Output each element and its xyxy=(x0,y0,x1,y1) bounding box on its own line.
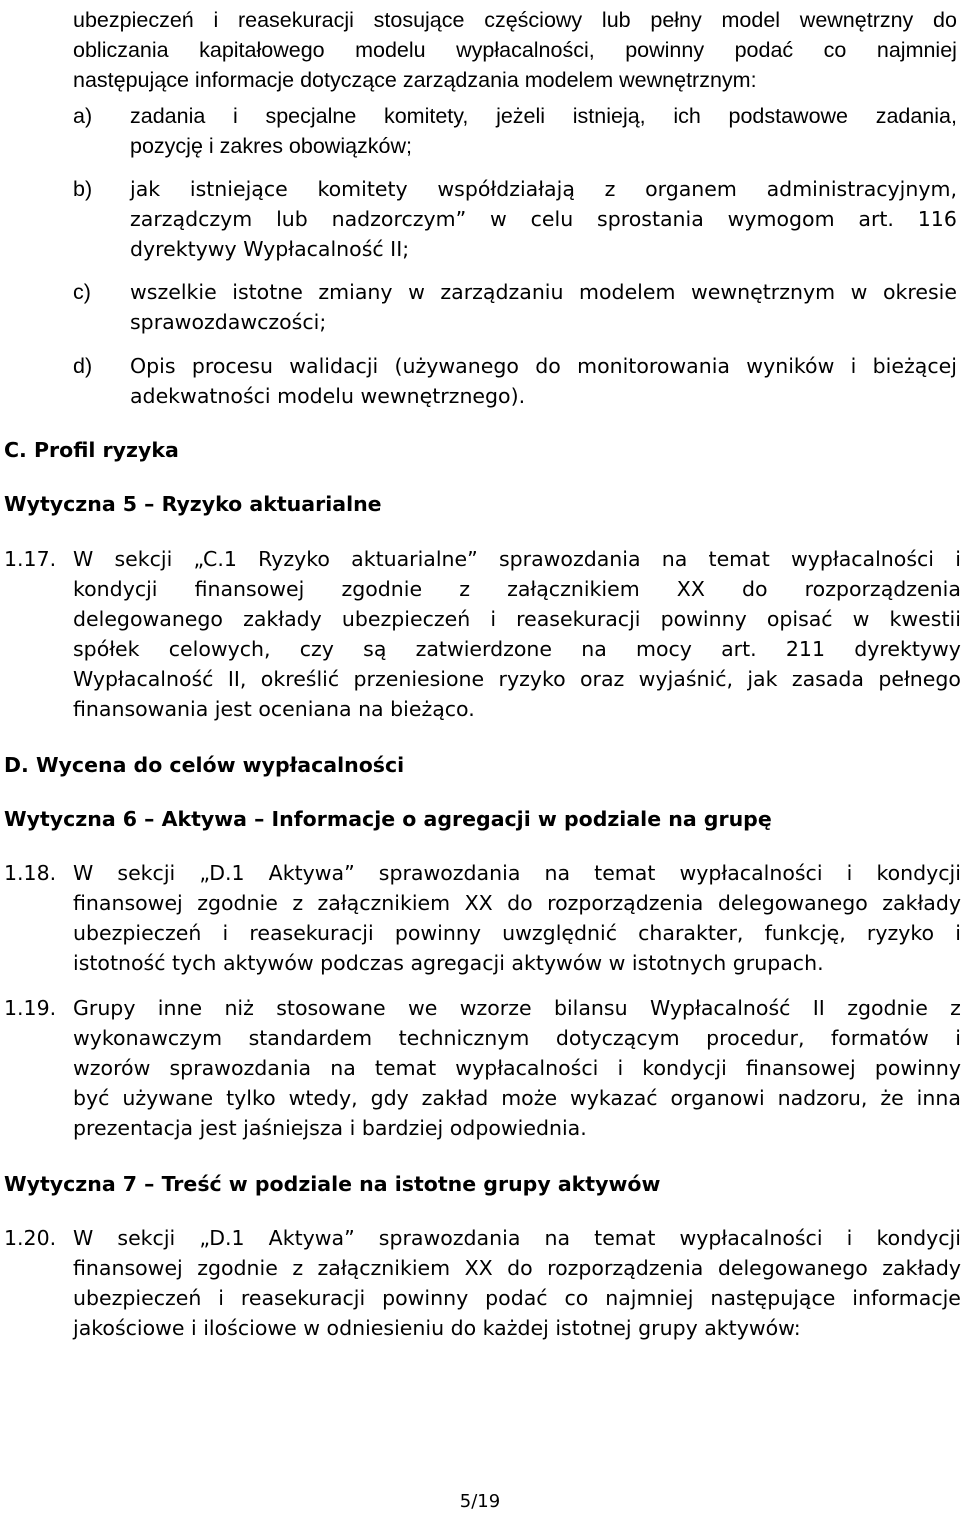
word: i xyxy=(490,607,497,631)
word: załącznikiem xyxy=(507,577,640,601)
word: „D.1 xyxy=(199,1226,245,1250)
guideline-heading-6: Wytyczna 6 – Aktywa – Informacje o agregacji w podziale na grupę xyxy=(4,807,772,831)
word: sprawozdania xyxy=(498,547,641,571)
word: kondycji xyxy=(73,577,158,601)
word: spółek xyxy=(73,637,140,661)
word: wewnętrznym xyxy=(691,280,836,304)
text-line xyxy=(73,35,957,65)
word: co xyxy=(823,38,847,62)
word: formatów xyxy=(831,1026,929,1050)
word: podać xyxy=(485,1286,548,1310)
word: do xyxy=(535,354,561,378)
word: może xyxy=(501,1086,558,1110)
guideline-heading-7: Wytyczna 7 – Treść w podziale na istotne grupy aktywów xyxy=(4,1172,661,1196)
word: kondycji xyxy=(642,1056,727,1080)
text-line: pozycję i zakres obowiązków; xyxy=(130,134,413,158)
section-heading-c: C. Profil ryzyka xyxy=(4,438,179,462)
word: zgodnie xyxy=(197,1256,278,1280)
word: sprostania xyxy=(597,207,704,231)
word: na xyxy=(581,637,607,661)
word: pełnego xyxy=(878,667,961,691)
word: inna xyxy=(916,1086,961,1110)
word: określić xyxy=(260,667,340,691)
word: wymogom xyxy=(727,207,835,231)
word: zatwierdzone xyxy=(415,637,553,661)
word: ubezpieczeń xyxy=(73,1286,202,1310)
word: wyjaśnić, xyxy=(638,667,733,691)
word: bieżącej xyxy=(872,354,957,378)
word: zarządczym xyxy=(130,207,253,231)
word: ryzyko xyxy=(866,921,935,945)
guideline-heading-5: Wytyczna 5 – Ryzyko aktuarialne xyxy=(4,492,382,516)
word: Wypłacalność xyxy=(73,667,214,691)
word: Grupy xyxy=(73,996,136,1020)
word: częściowy xyxy=(484,8,583,32)
word: załącznikiem xyxy=(317,1256,451,1280)
word: Aktywa” xyxy=(268,1226,355,1250)
word: finansowej xyxy=(745,1056,856,1080)
word: standardem xyxy=(248,1026,373,1050)
word: wyników xyxy=(746,354,835,378)
text-line xyxy=(73,664,961,694)
word: lub xyxy=(601,8,631,32)
word: z xyxy=(950,996,961,1020)
word: i xyxy=(955,547,961,571)
word: dyrektywy xyxy=(854,637,961,661)
text-line xyxy=(73,1223,961,1253)
word: celowych, xyxy=(168,637,271,661)
word: zmiany xyxy=(318,280,393,304)
word: powinny xyxy=(874,1056,961,1080)
word: XX xyxy=(464,891,493,915)
word: XX xyxy=(464,1256,493,1280)
word: wypłacalności xyxy=(679,861,823,885)
word: powinny xyxy=(660,607,747,631)
word: i xyxy=(617,1056,624,1080)
word: specjalne xyxy=(265,104,357,128)
word: technicznym xyxy=(398,1026,530,1050)
text-line xyxy=(73,1083,961,1113)
word: we xyxy=(408,996,438,1020)
word: „C.1 xyxy=(193,547,237,571)
word: ich xyxy=(673,104,701,128)
word: finansowej xyxy=(73,1256,183,1280)
word: model xyxy=(721,8,781,32)
word: że xyxy=(880,1086,904,1110)
word: powinny xyxy=(625,38,705,62)
word: niż xyxy=(224,996,254,1020)
word: co xyxy=(564,1286,589,1310)
word: i xyxy=(955,921,961,945)
word: i xyxy=(218,1286,224,1310)
word: jak xyxy=(130,177,161,201)
word: i xyxy=(213,8,219,32)
word: zadania, xyxy=(875,104,957,128)
text-line xyxy=(130,101,957,131)
text-line xyxy=(73,1023,961,1053)
section-heading-d: D. Wycena do celów wypłacalności xyxy=(4,753,405,777)
word: art. xyxy=(721,637,757,661)
word: używane xyxy=(122,1086,214,1110)
word: charakter, xyxy=(638,921,744,945)
word: zakłady xyxy=(882,891,961,915)
word: powinny xyxy=(394,921,481,945)
word: walidacji xyxy=(289,354,379,378)
list-marker: d) xyxy=(73,354,93,378)
word: kapitałowego xyxy=(199,38,325,62)
word: sekcji xyxy=(117,1226,176,1250)
word: w xyxy=(852,607,870,631)
word: procesu xyxy=(191,354,273,378)
word: pełny xyxy=(650,8,702,32)
word: i xyxy=(846,1226,853,1250)
word: na xyxy=(544,1226,571,1250)
word: reasekuracji xyxy=(249,921,374,945)
paragraph-number: 1.18. xyxy=(4,861,57,885)
word: istotne xyxy=(232,280,303,304)
word: finansowej xyxy=(194,577,305,601)
word: w xyxy=(490,207,507,231)
word: celu xyxy=(530,207,574,231)
text-line xyxy=(73,1253,961,1283)
word: istniejące xyxy=(189,177,288,201)
word: z xyxy=(604,177,616,201)
word: temat xyxy=(594,1226,656,1250)
word: przeniesione xyxy=(353,667,485,691)
word: II xyxy=(812,996,825,1020)
text-line xyxy=(130,204,957,234)
word: wykonawczym xyxy=(73,1026,223,1050)
word: czy xyxy=(299,637,334,661)
word: załącznikiem xyxy=(317,891,451,915)
word: zarządzaniu xyxy=(440,280,564,304)
word: podać xyxy=(734,38,794,62)
word: do xyxy=(933,8,957,32)
word: zakłady xyxy=(882,1256,961,1280)
word: modelu xyxy=(355,38,426,62)
word: ryzyko xyxy=(498,667,566,691)
list-marker: c) xyxy=(73,280,91,304)
word: i xyxy=(233,104,238,128)
word: wewnętrzny xyxy=(799,8,914,32)
text-line xyxy=(73,1053,961,1083)
word: ubezpieczeń xyxy=(73,921,202,945)
word: W xyxy=(73,547,94,571)
text-line: sprawozdawczości; xyxy=(130,310,327,334)
text-line: jakościowe i ilościowe w odniesieniu do każdej istotnej grupy aktywów: xyxy=(73,1316,801,1340)
word: kwestii xyxy=(889,607,961,631)
word: sprawozdania xyxy=(378,1226,521,1250)
word: istnieją, xyxy=(572,104,646,128)
list-marker: b) xyxy=(73,177,93,201)
word: stosujące xyxy=(373,8,465,32)
word: wypłacalności xyxy=(455,1056,599,1080)
word: delegowanego xyxy=(717,891,868,915)
word: zadania xyxy=(130,104,206,128)
word: jeżeli xyxy=(496,104,546,128)
word: modelem xyxy=(579,280,676,304)
word: kondycji xyxy=(876,861,961,885)
word: jak xyxy=(747,667,778,691)
word: XX xyxy=(676,577,705,601)
text-line xyxy=(73,604,961,634)
text-line xyxy=(73,1283,961,1313)
word: inne xyxy=(157,996,203,1020)
word: wykazać xyxy=(570,1086,658,1110)
word: delegowanego xyxy=(73,607,223,631)
word: zakłady xyxy=(243,607,322,631)
word: sekcji xyxy=(117,861,176,885)
text-line: istotność tych aktywów podczas agregacji aktywów w istotnych grupach. xyxy=(73,951,824,975)
word: powinny xyxy=(382,1286,469,1310)
word: do xyxy=(507,1256,533,1280)
word: na xyxy=(330,1056,356,1080)
word: W xyxy=(73,861,94,885)
word: komitety, xyxy=(383,104,469,128)
list-marker: a) xyxy=(73,104,93,128)
text-line: następujące informacje dotyczące zarządzania modelem wewnętrznym: xyxy=(73,68,757,92)
word: zgodnie xyxy=(847,996,928,1020)
word: art. xyxy=(858,207,894,231)
word: opisać xyxy=(766,607,833,631)
word: W xyxy=(73,1226,94,1250)
text-line xyxy=(130,174,957,204)
word: organem xyxy=(645,177,737,201)
word: gdy xyxy=(370,1086,409,1110)
word: reasekuracji xyxy=(516,607,641,631)
word: wypłacalności, xyxy=(456,38,595,62)
word: obliczania xyxy=(73,38,169,62)
word: sekcji xyxy=(114,547,173,571)
word: lub xyxy=(276,207,308,231)
text-line xyxy=(130,277,957,307)
word: i xyxy=(955,1026,961,1050)
word: 116 xyxy=(917,207,957,231)
word: wzorów xyxy=(73,1056,151,1080)
word: na xyxy=(544,861,571,885)
word: wypłacalności xyxy=(790,547,934,571)
word: (używanego xyxy=(394,354,519,378)
text-line: finansowania jest oceniana na bieżąco. xyxy=(73,697,475,721)
word: Ryzyko xyxy=(258,547,330,571)
word: wtedy, xyxy=(288,1086,358,1110)
word: Aktywa” xyxy=(268,861,355,885)
word: do xyxy=(507,891,533,915)
word: nadzoru, xyxy=(777,1086,868,1110)
word: reasekuracji xyxy=(240,1286,366,1310)
word: są xyxy=(363,637,387,661)
paragraph-number: 1.19. xyxy=(4,996,57,1020)
word: administracyjnym, xyxy=(766,177,957,201)
word: procedur, xyxy=(706,1026,805,1050)
word: finansowej xyxy=(73,891,183,915)
word: Wypłacalność xyxy=(649,996,791,1020)
word: zasada xyxy=(791,667,864,691)
word: zakład xyxy=(421,1086,489,1110)
text-line xyxy=(130,351,957,381)
word: temat xyxy=(594,861,656,885)
word: uwzględnić xyxy=(502,921,617,945)
word: informacje xyxy=(852,1286,961,1310)
word: i xyxy=(222,921,229,945)
word: rozporządzenia xyxy=(547,891,704,915)
word: zgodnie xyxy=(341,577,423,601)
word: na xyxy=(661,547,688,571)
word: współdziałają xyxy=(437,177,575,201)
paragraph-number: 1.17. xyxy=(4,547,57,571)
word: komitety xyxy=(317,177,408,201)
word: „D.1 xyxy=(199,861,245,885)
page-number: 5/19 xyxy=(459,1491,501,1512)
word: temat xyxy=(708,547,770,571)
text-line xyxy=(73,993,961,1023)
word: organowi xyxy=(670,1086,765,1110)
word: sprawozdania xyxy=(169,1056,312,1080)
text-line xyxy=(73,574,961,604)
word: II, xyxy=(227,667,247,691)
word: temat xyxy=(374,1056,437,1080)
word: wzorze xyxy=(459,996,532,1020)
text-line: dyrektywy Wypłacalność II; xyxy=(130,237,410,261)
word: wypłacalności xyxy=(679,1226,823,1250)
word: funkcję, xyxy=(764,921,846,945)
word: być xyxy=(73,1086,110,1110)
word: reasekuracji xyxy=(237,8,354,32)
word: najmniej xyxy=(605,1286,694,1310)
word: monitorowania xyxy=(577,354,730,378)
word: w xyxy=(850,280,868,304)
text-line xyxy=(73,634,961,664)
word: stosowane xyxy=(276,996,386,1020)
text-line: adekwatności modelu wewnętrznego). xyxy=(130,384,526,408)
word: wszelkie xyxy=(130,280,217,304)
text-line xyxy=(73,858,961,888)
word: i xyxy=(846,861,853,885)
word: 211 xyxy=(785,637,826,661)
word: ubezpieczeń xyxy=(341,607,471,631)
intro-paragraph xyxy=(73,5,957,95)
word: z xyxy=(292,891,304,915)
word: oraz xyxy=(580,667,625,691)
word: podstawowe xyxy=(728,104,849,128)
text-line xyxy=(73,888,961,918)
word: mocy xyxy=(636,637,692,661)
word: ubezpieczeń xyxy=(73,8,194,32)
word: aktuarialne” xyxy=(351,547,478,571)
word: rozporządzenia xyxy=(804,577,961,601)
word: nadzorczym” xyxy=(331,207,467,231)
word: do xyxy=(742,577,768,601)
word: i xyxy=(850,354,857,378)
word: następujące xyxy=(710,1286,836,1310)
word: zgodnie xyxy=(197,891,278,915)
word: okresie xyxy=(882,280,957,304)
word: rozporządzenia xyxy=(547,1256,704,1280)
word: bilansu xyxy=(553,996,628,1020)
word: dotyczącym xyxy=(555,1026,680,1050)
text-line xyxy=(73,5,957,35)
word: z xyxy=(292,1256,304,1280)
word: w xyxy=(408,280,425,304)
word: delegowanego xyxy=(717,1256,868,1280)
word: Opis xyxy=(130,354,176,378)
word: tylko xyxy=(226,1086,276,1110)
word: sprawozdania xyxy=(378,861,521,885)
text-line xyxy=(73,544,961,574)
word: z xyxy=(459,577,470,601)
word: najmniej xyxy=(876,38,957,62)
text-line xyxy=(73,918,961,948)
text-line: prezentacja jest jaśniejsza i bardziej odpowiednia. xyxy=(73,1116,587,1140)
word: kondycji xyxy=(876,1226,961,1250)
paragraph-number: 1.20. xyxy=(4,1226,57,1250)
